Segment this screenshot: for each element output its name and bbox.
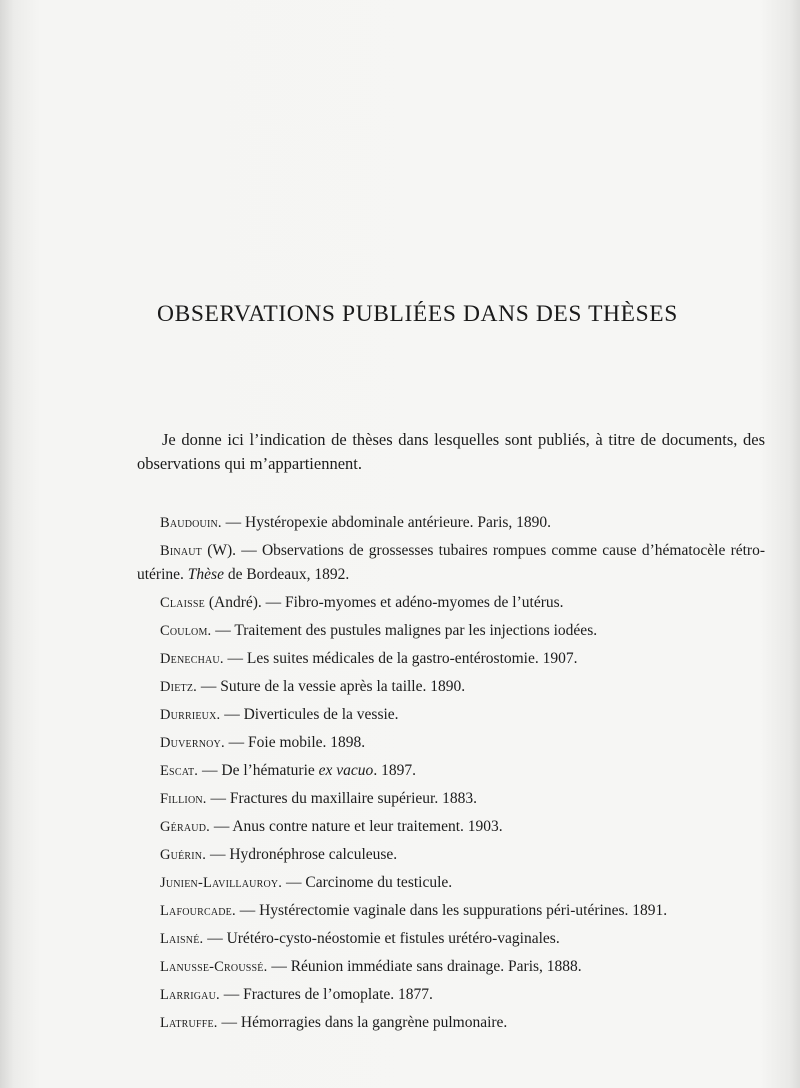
- list-item: [137, 759, 765, 783]
- entry-text: — Suture de la vessie après la taille. 1890.: [196, 678, 466, 695]
- intro-paragraph: [137, 428, 765, 476]
- entry-author: Coulom.: [160, 623, 212, 639]
- list-item: [137, 591, 765, 615]
- list-item: [137, 731, 765, 755]
- entry-text: — Hystéropexie abdominale antérieure. Paris, 1890.: [221, 514, 552, 531]
- entry-author: Escat.: [160, 763, 199, 779]
- entry-text: — Fractures du maxillaire supérieur. 1883.: [206, 790, 477, 807]
- list-item: [137, 511, 765, 535]
- entry-author: Lafourcade.: [160, 903, 236, 919]
- entry-text-after: de Bordeaux, 1892.: [223, 566, 350, 583]
- entry-author: Géraud.: [160, 819, 210, 835]
- thesis-list: [137, 511, 765, 1039]
- entry-author: Duvernoy.: [160, 735, 225, 751]
- entry-italic: ex vacuo: [318, 762, 374, 779]
- entry-text: — Les suites médicales de la gastro-entérostomie. 1907.: [223, 650, 578, 667]
- entry-author: Dietz.: [160, 679, 197, 695]
- entry-text: — Fractures de l’omoplate. 1877.: [219, 986, 433, 1003]
- entry-text: (André). — Fibro-myomes et adéno-myomes de l’utérus.: [204, 594, 564, 611]
- entry-author: Claisse: [160, 595, 205, 611]
- entry-author: Latruffe.: [160, 1015, 218, 1031]
- entry-author: Larrigau.: [160, 987, 220, 1003]
- list-item: [137, 787, 765, 811]
- list-item: [137, 955, 765, 979]
- entry-author: Binaut: [160, 543, 202, 559]
- list-item: [137, 871, 765, 895]
- list-item: [137, 703, 765, 727]
- intro-text: Je donne ici l’indication de thèses dans lesquelles sont publiés, à titre de documents, des observations qui m’appartiennent.: [137, 430, 765, 473]
- list-item: [137, 1011, 765, 1035]
- page-title: OBSERVATIONS PUBLIÉES DANS DES THÈSES: [157, 301, 678, 327]
- entry-author: Lanusse-Croussé.: [160, 959, 268, 975]
- entry-text: — Urétéro-cysto-néostomie et fistules urétéro-vaginales.: [203, 930, 560, 947]
- entry-text: — Réunion immédiate sans drainage. Paris, 1888.: [267, 958, 582, 975]
- entry-text: — De l’hématurie: [198, 762, 319, 779]
- entry-text-after: . 1897.: [373, 762, 416, 779]
- entry-author: Denechau.: [160, 651, 224, 667]
- entry-author: Junien-Lavillauroy.: [160, 875, 283, 891]
- entry-text: — Traitement des pustules malignes par les injections iodées.: [211, 622, 598, 639]
- list-item: [137, 647, 765, 671]
- list-item: [137, 843, 765, 867]
- entry-text: — Anus contre nature et leur traitement. 1903.: [209, 818, 503, 835]
- list-item: [137, 675, 765, 699]
- entry-text: — Hystérectomie vaginale dans les suppurations péri-utérines. 1891.: [235, 902, 668, 919]
- entry-text: — Hémorragies dans la gangrène pulmonaire.: [217, 1014, 508, 1031]
- entry-text: — Foie mobile. 1898.: [224, 734, 366, 751]
- list-item: [137, 539, 765, 587]
- entry-author: Laisné.: [160, 931, 204, 947]
- entry-author: Durrieux.: [160, 707, 221, 723]
- entry-text: — Hydronéphrose calculeuse.: [206, 846, 398, 863]
- list-item: [137, 983, 765, 1007]
- entry-author: Guérin.: [160, 847, 207, 863]
- list-item: [137, 619, 765, 643]
- entry-author: Fillion.: [160, 791, 207, 807]
- list-item: [137, 815, 765, 839]
- list-item: [137, 927, 765, 951]
- entry-text: — Carcinome du testicule.: [282, 874, 453, 891]
- entry-text: (W). — Observations de grossesses tubaires rompues comme cause d’hématocèle rétro-utérine.: [137, 542, 765, 583]
- entry-italic: Thèse: [187, 566, 224, 583]
- entry-author: Baudouin.: [160, 515, 222, 531]
- list-item: [137, 899, 765, 923]
- entry-text: — Diverticules de la vessie.: [220, 706, 399, 723]
